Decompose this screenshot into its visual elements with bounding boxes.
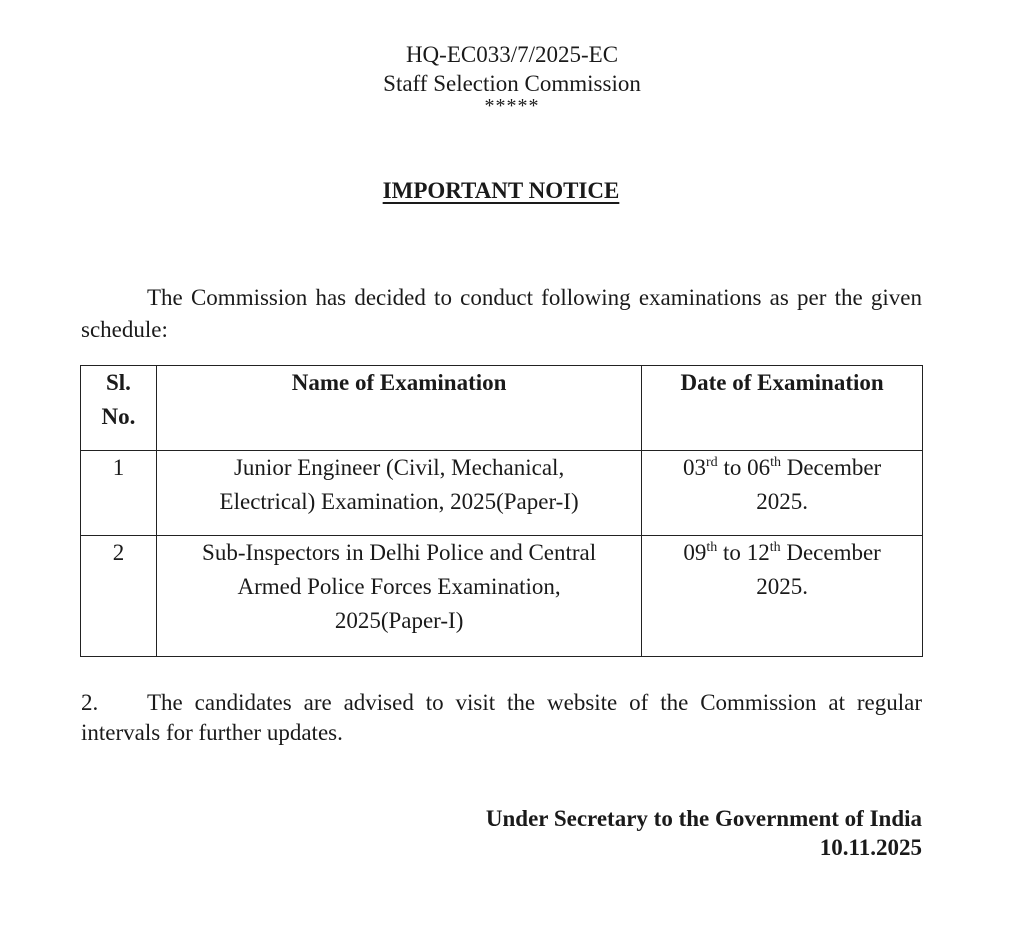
exam-name-line: Junior Engineer (Civil, Mechanical, [233, 455, 565, 480]
exam-name-line: Armed Police Forces Examination, [237, 574, 561, 599]
date-to-ordinal: th [770, 455, 781, 470]
cell-exam-date [642, 451, 923, 536]
cell-exam-date [642, 536, 923, 657]
intro-paragraph: The Commission has decided to conduct following examinations as per the given schedule: [81, 285, 922, 342]
exam-name-line: Electrical) Examination, 2025(Paper-I) [219, 489, 579, 514]
date-to: 06 [747, 455, 771, 480]
reference-number: HQ-EC033/7/2025-EC [405, 42, 619, 67]
exam-name-line: 2025(Paper-I) [334, 608, 464, 633]
date-from-ordinal: th [706, 540, 718, 555]
date-to-word: to [717, 540, 747, 565]
date-from: 03 [683, 455, 707, 480]
date-from-ordinal: rd [706, 455, 718, 470]
date-year: 2025. [756, 574, 808, 599]
date-month: December [780, 455, 882, 480]
advisory-paragraph [81, 688, 922, 748]
header-exam-name: Name of Examination [156, 366, 641, 451]
separator-stars: ***** [484, 95, 540, 117]
paragraph-number: 2. [81, 690, 99, 715]
header-sl-line1: Sl. [106, 370, 131, 395]
document-header [0, 40, 1024, 117]
signature-block [486, 804, 922, 862]
cell-exam-name [156, 451, 641, 536]
cell-serial: 1 [81, 451, 157, 536]
notice-title-text: IMPORTANT NOTICE [382, 178, 620, 203]
organization-name: Staff Selection Commission [383, 71, 641, 96]
date-to-word: to [717, 455, 748, 480]
advisory-text: The candidates are advised to visit the website of the Commission at regular intervals for further updates. [81, 690, 922, 745]
date-to-ordinal: th [769, 540, 781, 555]
header-exam-date: Date of Examination [642, 366, 923, 451]
cell-serial: 2 [81, 536, 157, 657]
date-year: 2025. [756, 489, 808, 514]
exam-name-line: Sub-Inspectors in Delhi Police and Central [202, 540, 597, 565]
date-month: December [780, 540, 881, 565]
exam-schedule-table [80, 365, 923, 657]
notice-title [0, 178, 1002, 204]
date-from: 09 [683, 540, 707, 565]
table-row [81, 451, 923, 536]
header-sl-line2: No. [101, 404, 136, 429]
header-serial-number [81, 366, 157, 451]
table-header-row [81, 366, 923, 451]
notice-date: 10.11.2025 [819, 835, 922, 860]
date-to: 12 [746, 540, 770, 565]
signatory-designation: Under Secretary to the Government of India [485, 806, 922, 831]
table-row [81, 536, 923, 657]
cell-exam-name [156, 536, 641, 657]
